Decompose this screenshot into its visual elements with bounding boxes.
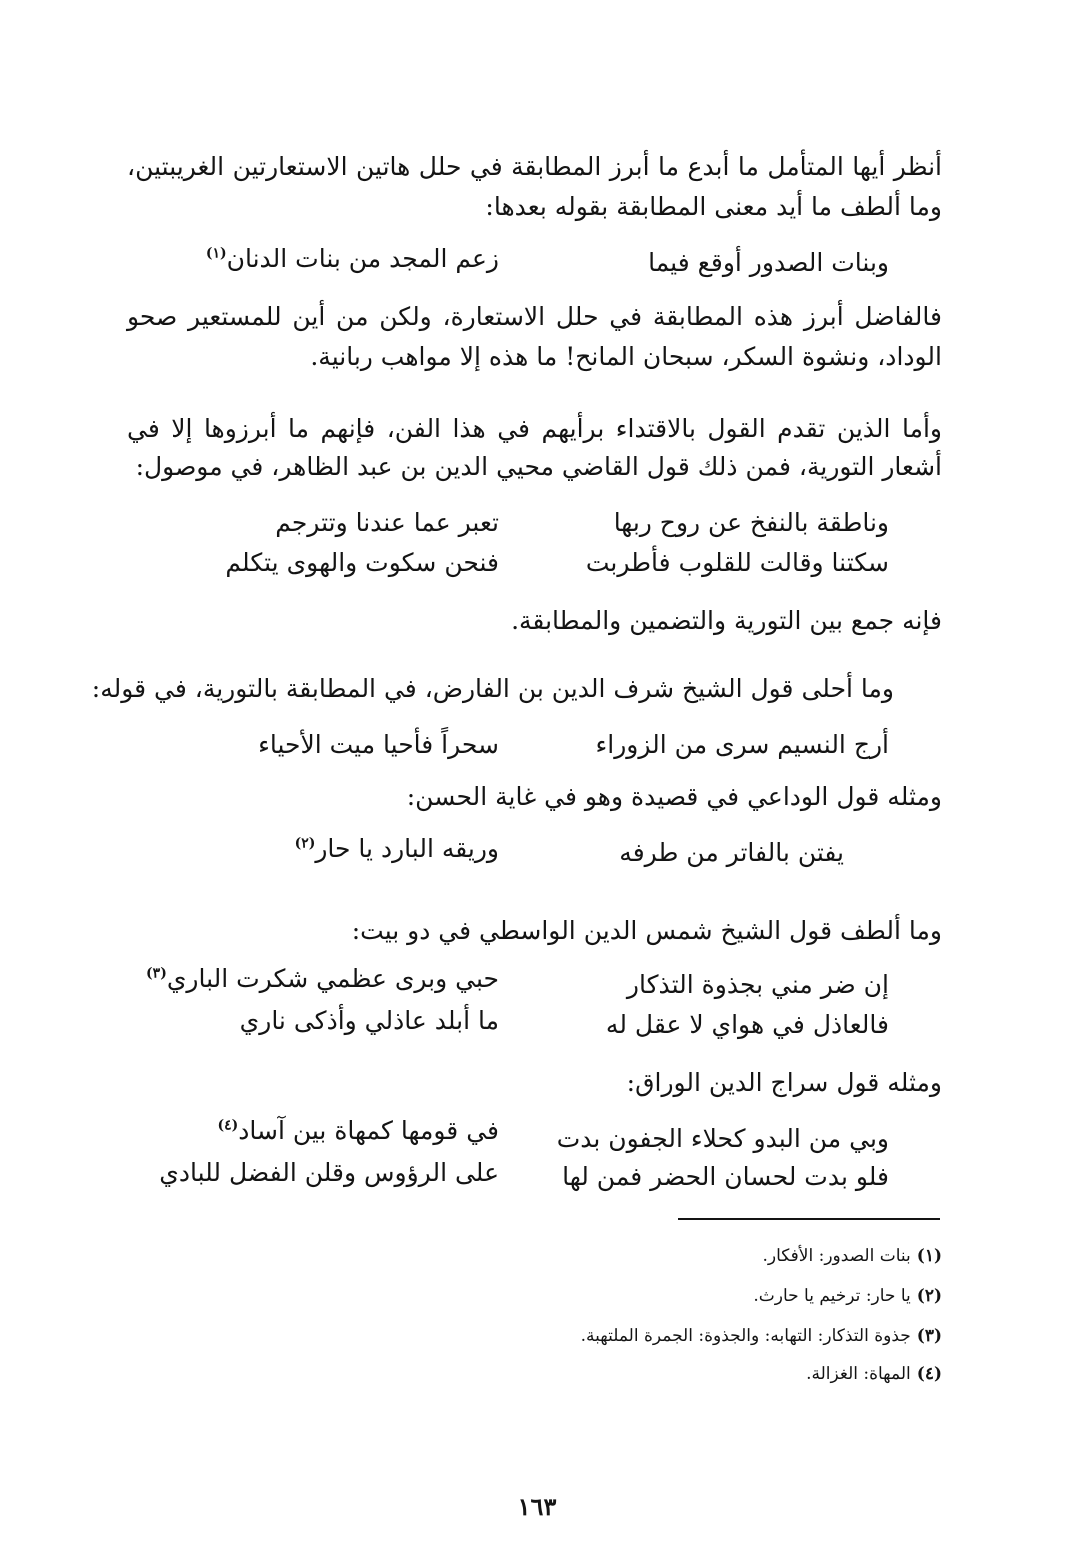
verse-2-line-2-first-hemistich: سكتنا وقالت للقلوب فأطربت <box>585 548 889 577</box>
verse-6-line-1-first-hemistich: وبي من البدو كحلاء الجفون بدت <box>556 1124 889 1153</box>
verse-3-first-hemistich: أرج النسيم سرى من الزوراء <box>595 730 889 759</box>
paragraph-3-line-1: وأما الذين تقدم القول بالاقتداء برأيهم في هذا الفن، فإنهم ما أبرزوها إلا في <box>127 414 942 443</box>
paragraph-3-line-2: أشعار التورية، فمن ذلك قول القاضي محيي الدين بن عبد الظاهر، في موصول: <box>135 452 942 481</box>
verse-5-line-1-second-hemistich-text: حبي وبرى عظمي شكرت الباري <box>166 964 499 993</box>
verse-5-line-1-second-hemistich <box>146 962 499 996</box>
footnote-4-number: (٤) <box>916 1364 942 1384</box>
verse-6-line-1-second-hemistich <box>217 1114 499 1148</box>
footnote-marker-2: (٢) <box>294 835 316 852</box>
paragraph-6: ومثله قول الوداعي في قصيدة وهو في غاية الحسن: <box>406 782 942 811</box>
footnote-marker-3: (٣) <box>146 965 167 982</box>
footnote-marker-1: (١) <box>205 245 227 262</box>
footnote-separator <box>678 1218 940 1220</box>
verse-2-line-2-second-hemistich: فنحن سكوت والهوى يتكلم <box>225 548 499 577</box>
paragraph-2-line-1: فالفاضل أبرز هذه المطابقة في حلل الاستعارة، ولكن من أين للمستعير صحو <box>127 302 942 331</box>
verse-5-line-1-first-hemistich: إن ضر مني بجذوة التذكار <box>626 970 889 999</box>
page-number: ١٦٣ <box>517 1492 557 1521</box>
footnote-3 <box>581 1324 942 1348</box>
paragraph-5: وما أحلى قول الشيخ شرف الدين بن الفارض، في المطابقة بالتورية، في قوله: <box>91 674 894 703</box>
verse-2-line-1-first-hemistich: وناطقة بالنفخ عن روح ربها <box>613 508 889 537</box>
footnote-1-number: (١) <box>916 1246 942 1266</box>
paragraph-4: فإنه جمع بين التورية والتضمين والمطابقة. <box>511 606 942 635</box>
verse-6-line-2-second-hemistich: على الرؤوس وقلن الفضل للبادي <box>159 1158 499 1187</box>
footnote-3-text: جذوة التذكار: التهابه: والجذوة: الجمرة الملتهبة. <box>580 1326 911 1346</box>
verse-4-first-hemistich: يفتن بالفاتر من طرفه <box>619 838 844 867</box>
paragraph-8: ومثله قول سراج الدين الوراق: <box>626 1068 942 1097</box>
footnote-3-number: (٣) <box>916 1326 942 1346</box>
verse-1-second-hemistich-text: زعم المجد من بنات الدنان <box>226 244 499 273</box>
verse-6-line-1-second-hemistich-text: في قومها كمهاة بين آساد <box>238 1116 499 1145</box>
footnote-4 <box>806 1362 942 1386</box>
footnote-1 <box>762 1244 942 1268</box>
verse-5-line-2-second-hemistich: ما أبلد عاذلي وأذكى ناري <box>239 1006 499 1035</box>
verse-3-second-hemistich: سحراً فأحيا ميت الأحياء <box>258 730 499 759</box>
footnote-2-text: يا حار: ترخيم يا حارث. <box>753 1286 911 1306</box>
footnote-marker-4: (٤) <box>217 1117 239 1134</box>
verse-5-line-2-first-hemistich: فالعاذل في هواي لا عقل له <box>605 1010 889 1039</box>
verse-4-second-hemistich <box>295 832 499 866</box>
verse-6-line-2-first-hemistich: فلو بدت لحسان الحضر فمن لها <box>562 1162 889 1191</box>
verse-4-second-hemistich-text: وريقه البارد يا حار <box>315 834 499 863</box>
footnote-2 <box>753 1284 942 1308</box>
footnote-2-number: (٢) <box>916 1286 942 1306</box>
verse-1-first-hemistich: وبنات الصدور أوقع فيما <box>648 248 889 277</box>
paragraph-1-line-1: أنظر أيها المتأمل ما أبدع ما أبرز المطابقة في حلل هاتين الاستعارتين الغريبتين، <box>127 152 942 181</box>
verse-2-line-1-second-hemistich: تعبر عما عندنا وتترجم <box>275 508 499 537</box>
verse-1-second-hemistich <box>206 242 499 276</box>
footnote-4-text: المهاة: الغزالة. <box>806 1364 911 1384</box>
paragraph-2-line-2: الوداد، ونشوة السكر، سبحان المانح! ما هذه إلا مواهب ربانية. <box>310 342 942 371</box>
paragraph-1-line-2: وما ألطف ما أيد معنى المطابقة بقوله بعدها: <box>485 192 942 221</box>
footnote-1-text: بنات الصدور: الأفكار. <box>762 1246 911 1266</box>
paragraph-7: وما ألطف قول الشيخ شمس الدين الواسطي في دو بيت: <box>351 916 942 945</box>
